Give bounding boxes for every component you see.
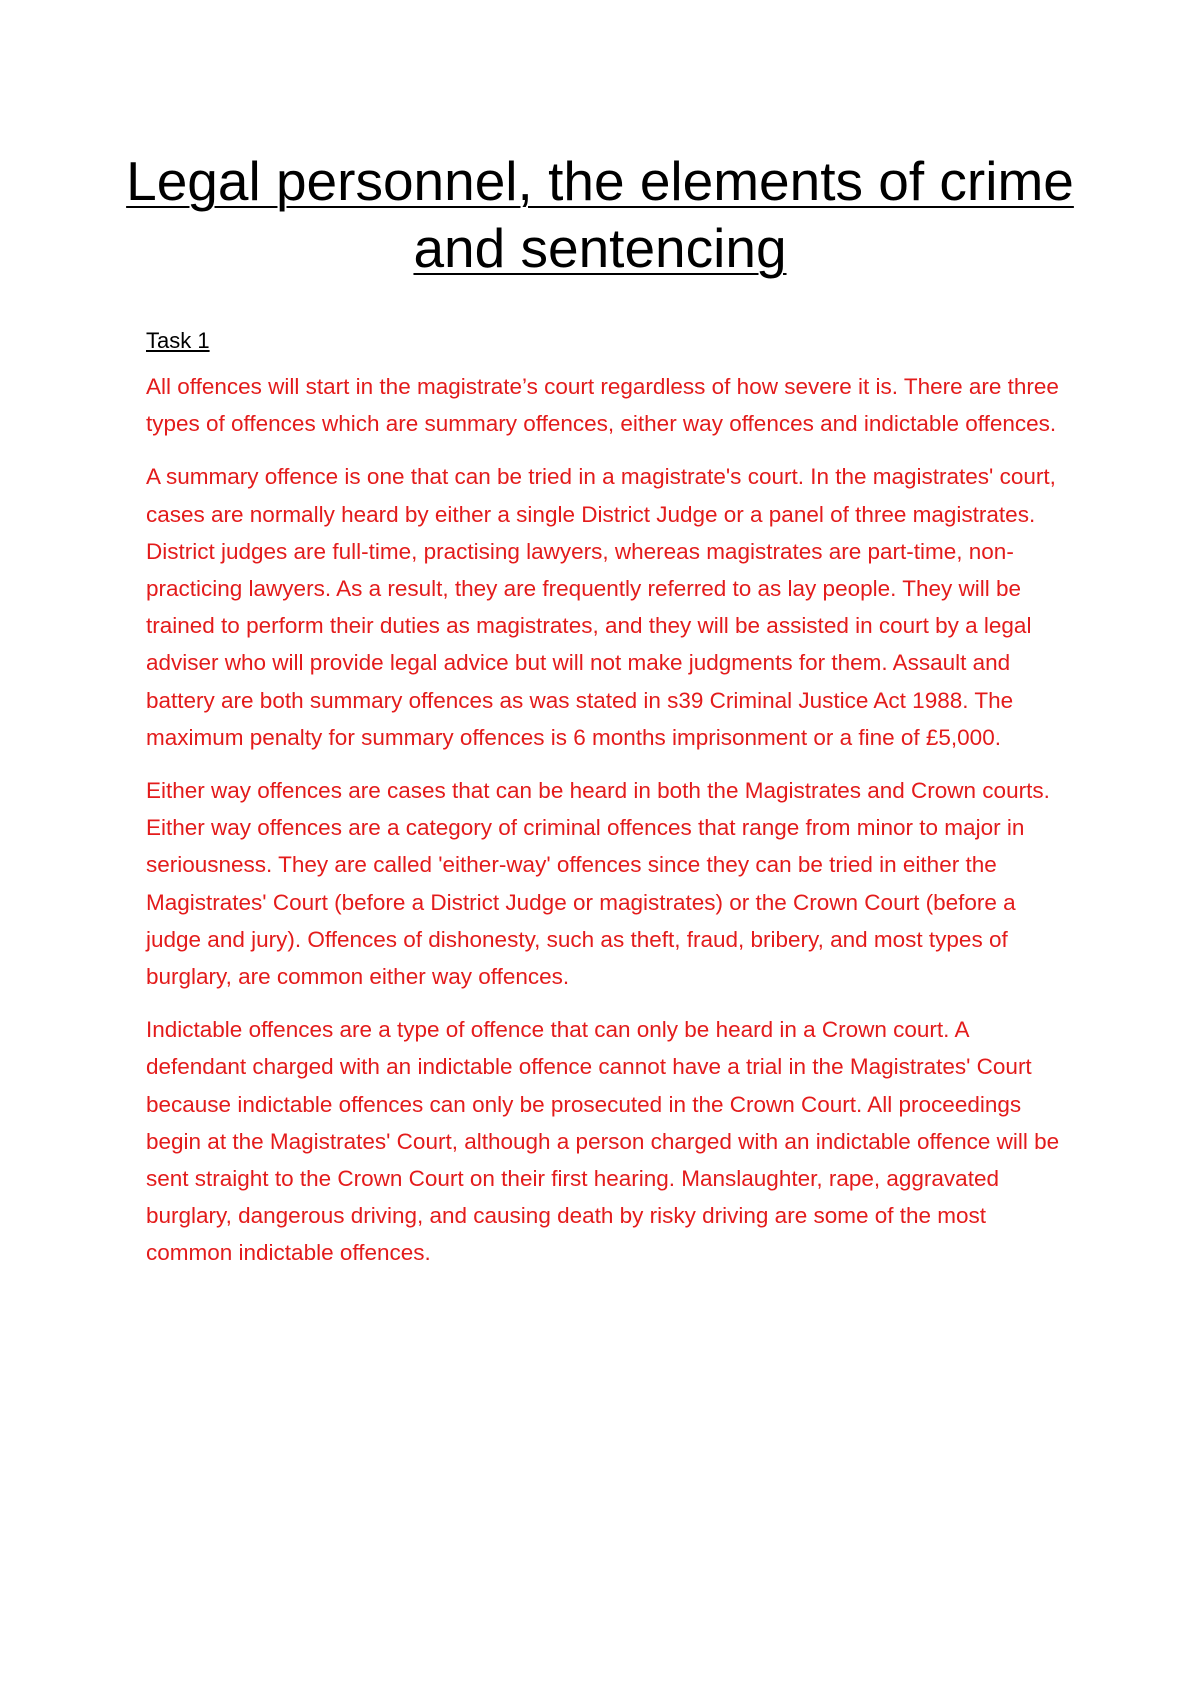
paragraph-indictable-offences: Indictable offences are a type of offence that can only be heard in a Crown court. A defendant charged with an indictable offence cannot have a trial in the Magistrates' Court because indictable offences can only be prosecuted in the Crown Court. All proceedings begin at the Magistrates' Court, although a person charged with an indictable offence will be sent straight to the Crown Court on their first hearing. Manslaughter, rape, aggravated burglary, dangerous driving, and causing death by risky driving are some of the most common indictable offences. (146, 1017, 1060, 1266)
section-heading: Task 1 (146, 328, 210, 353)
paragraph-summary-offences: A summary offence is one that can be tried in a magistrate's court. In the magistrates' court, cases are normally heard by either a single District Judge or a panel of three magistrates. District judges are full-time, practising lawyers, whereas magistrates are part-time, non-practicing lawyers. As a result, they are frequently referred to as lay people. They will be trained to perform their duties as magistrates, and they will be assisted in court by a legal adviser who will provide legal advice but will not make judgments for them. Assault and battery are both summary offences as was stated in s39 Criminal Justice Act 1988. The maximum penalty for summary offences is 6 months imprisonment or a fine of £5,000. (146, 464, 1056, 750)
paragraph-intro: All offences will start in the magistrate’s court regardless of how severe it is. There are three types of offences which are summary offences, either way offences and indictable offences. (146, 374, 1059, 437)
paragraph-either-way-offences: Either way offences are cases that can be heard in both the Magistrates and Crown courts. Either way offences are a category of criminal offences that range from minor to major in seriousness. They are called 'either-way' offences since they can be tried in either the Magistrates' Court (before a District Judge or magistrates) or the Crown Court (before a judge and jury). Offences of dishonesty, such as theft, fraud, bribery, and most types of burglary, are common either way offences. (146, 778, 1050, 990)
document-title: Legal personnel, the elements of crime and sentencing (126, 150, 1074, 279)
document-body (146, 326, 1066, 1288)
